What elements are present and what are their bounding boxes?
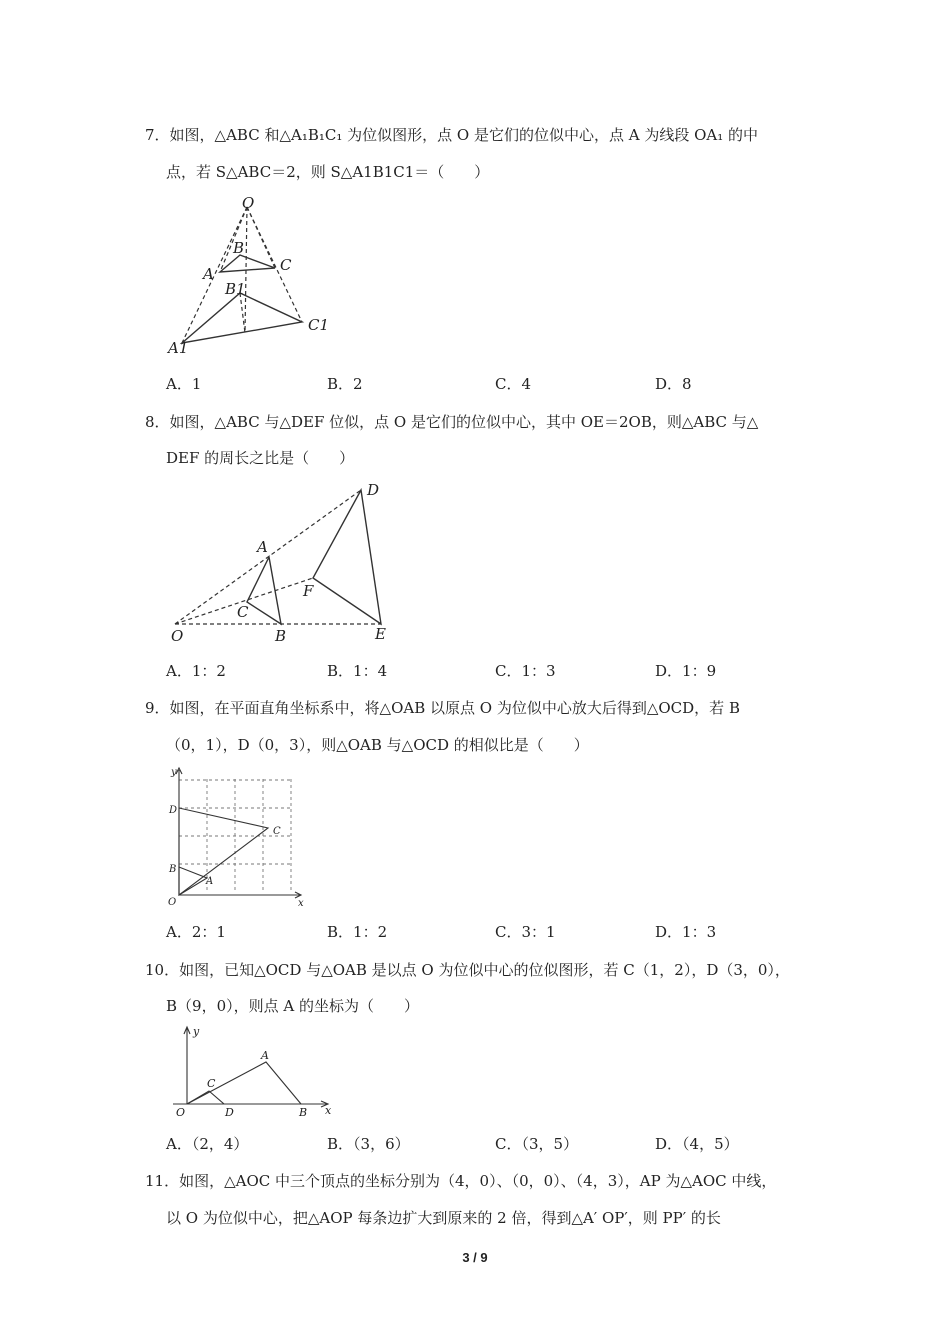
q7-figure — [160, 190, 360, 365]
q9-text-line2: （0，1），D（0，3），则△OAB 与△OCD 的相似比是（ ） — [166, 736, 589, 754]
q10-label-y: y — [193, 1025, 200, 1038]
q8-label-E: E — [375, 625, 386, 643]
q10-label-B: B — [299, 1106, 308, 1119]
q10-text-line2: B（9，0），则点 A 的坐标为（ ） — [166, 997, 419, 1015]
q10-label-O: O — [176, 1106, 186, 1119]
q9-label-D: D — [169, 805, 178, 816]
q10-figure — [165, 1022, 345, 1122]
q7-option-b[interactable]: B．2 — [327, 375, 363, 393]
q8-option-c[interactable]: C．1：3 — [495, 662, 556, 680]
q9-option-d[interactable]: D．1：3 — [655, 923, 717, 941]
q8-text-line2: DEF 的周长之比是（ ） — [166, 449, 355, 467]
q7-label-C: C — [280, 256, 292, 274]
q8-label-C: C — [237, 603, 249, 621]
q9-text-line1: 9．如图，在平面直角坐标系中，将△OAB 以原点 O 为位似中心放大后得到△OCD，若 B — [145, 699, 740, 717]
q8-text-line1: 8．如图，△ABC 与△DEF 位似，点 O 是它们的位似中心，其中 OE＝2OB，则△ABC 与△ — [145, 413, 759, 431]
q7-option-a[interactable]: A．1 — [166, 375, 202, 393]
q9-option-a[interactable]: A．2：1 — [166, 923, 226, 941]
q10-option-d[interactable]: D．（4，5） — [655, 1135, 739, 1153]
q11-text-line1: 11．如图，△AOC 中三个顶点的坐标分别为（4，0）、（0，0）、（4，3），AP 为△AOC 中线， — [145, 1172, 777, 1190]
q8-option-b[interactable]: B．1：4 — [327, 662, 388, 680]
q9-label-x: x — [298, 898, 304, 909]
q9-figure — [165, 765, 315, 910]
q7-label-O: O — [242, 194, 255, 212]
q7-option-d[interactable]: D．8 — [655, 375, 692, 393]
q9-label-O: O — [168, 897, 177, 908]
q7-label-A: A — [203, 265, 214, 283]
q7-label-B: B — [233, 239, 245, 257]
q8-label-F: F — [303, 582, 314, 600]
q7-text-line2: 点，若 S△ABC＝2，则 S△A1B1C1＝（ ） — [166, 163, 490, 181]
q10-label-A: A — [261, 1049, 269, 1062]
q9-label-A: A — [206, 876, 214, 887]
q10-label-D: D — [225, 1106, 234, 1119]
q7-label-A1: A1 — [168, 339, 189, 357]
q8-label-A: A — [257, 538, 268, 556]
q9-label-B: B — [169, 864, 177, 875]
q8-figure — [165, 478, 405, 648]
q7-label-C1: C1 — [308, 316, 330, 334]
q8-label-O: O — [171, 627, 184, 645]
q9-label-C: C — [273, 826, 281, 837]
q8-option-d[interactable]: D．1：9 — [655, 662, 717, 680]
q9-option-b[interactable]: B．1：2 — [327, 923, 388, 941]
q10-label-x: x — [325, 1104, 332, 1117]
q10-option-a[interactable]: A．（2，4） — [166, 1135, 249, 1153]
page-number: 3 / 9 — [462, 1250, 488, 1265]
q10-label-C: C — [207, 1077, 216, 1090]
q11-text-line2: 以 O 为位似中心，把△AOP 每条边扩大到原来的 2 倍，得到△A′ OP′，则 PP′ 的长 — [166, 1209, 721, 1227]
q8-option-a[interactable]: A．1：2 — [166, 662, 226, 680]
q7-label-B1: B1 — [225, 280, 246, 298]
q9-option-c[interactable]: C．3：1 — [495, 923, 556, 941]
q10-option-b[interactable]: B．（3，6） — [327, 1135, 410, 1153]
q10-option-c[interactable]: C．（3，5） — [495, 1135, 579, 1153]
q7-text-line1: 7．如图，△ABC 和△A₁B₁C₁ 为位似图形，点 O 是它们的位似中心，点 A 为线段 OA₁ 的中 — [145, 126, 759, 144]
q8-label-D: D — [367, 481, 380, 499]
q9-label-y: y — [171, 767, 177, 778]
q10-text-line1: 10．如图，已知△OCD 与△OAB 是以点 O 为位似中心的位似图形，若 C（1，2），D（3，0）， — [145, 961, 790, 979]
q7-option-c[interactable]: C．4 — [495, 375, 532, 393]
q8-label-B: B — [275, 627, 287, 645]
